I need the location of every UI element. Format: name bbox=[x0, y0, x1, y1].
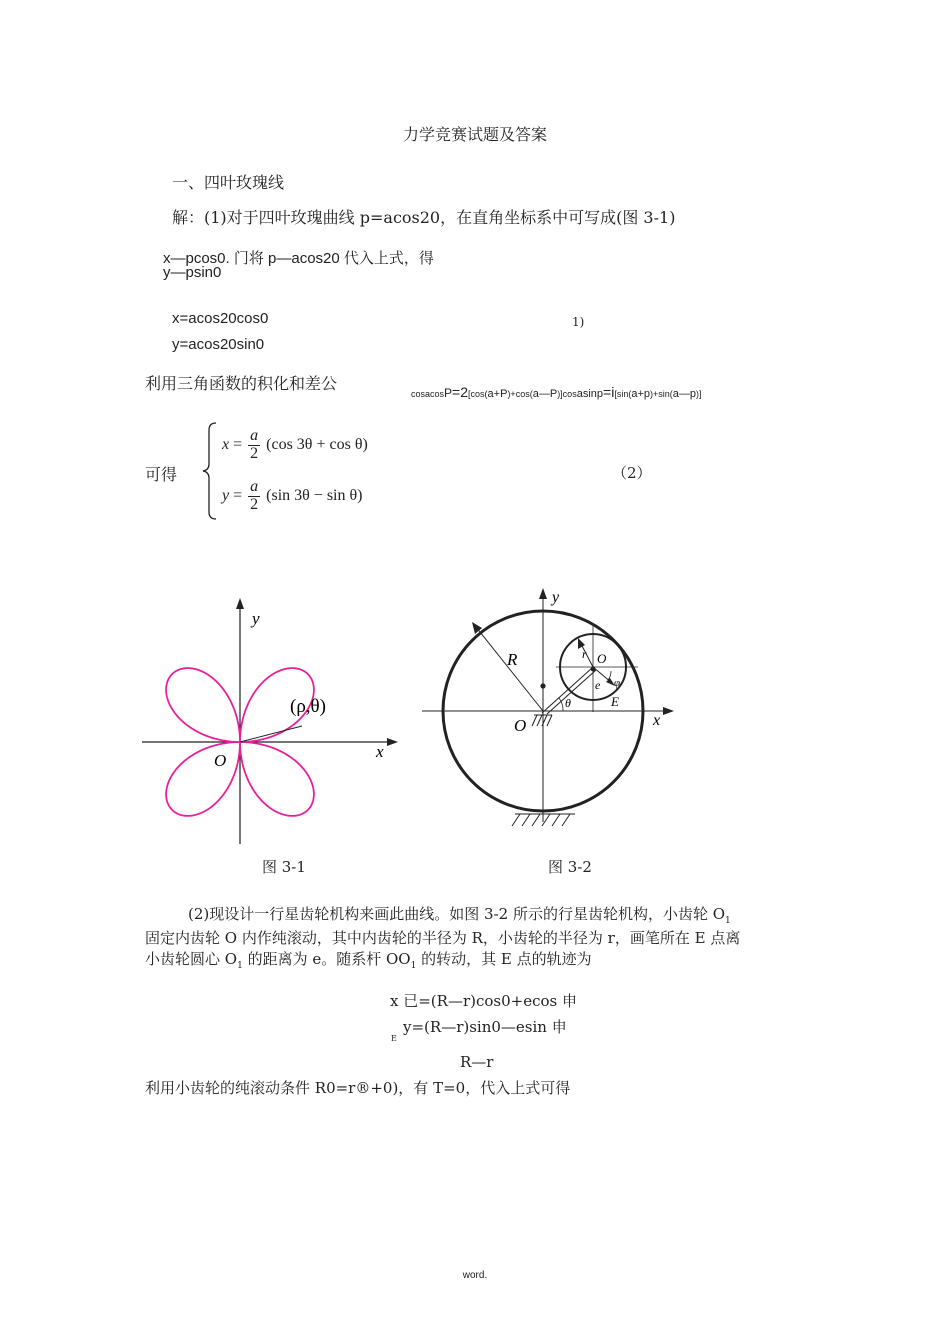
equation-3-x: x 已=(R—r)cos0+ecos 申 bbox=[390, 992, 577, 1010]
page-title: 力学竞赛试题及答案 bbox=[402, 125, 547, 144]
fig2-x-label: x bbox=[653, 712, 661, 729]
fig2-x-axis-arrow bbox=[663, 707, 674, 715]
solution-intro: 解：(1)对于四叶玫瑰曲线 p=acos20，在直角坐标系中可写成(图 3-1) bbox=[172, 208, 676, 227]
fig2-origin-label: O bbox=[514, 716, 527, 735]
equation-4: R—r bbox=[460, 1053, 494, 1071]
fig2-R-label: R bbox=[507, 650, 518, 669]
equation-1-label: 1) bbox=[572, 315, 585, 329]
equation-1-y: y=acos20sin0 bbox=[172, 336, 265, 353]
equation-2-y: y = $\frac{a}{2}$ (sin 3θ − sin θ) bbox=[222, 478, 363, 513]
section-heading: 一、四叶玫瑰线 bbox=[172, 173, 285, 192]
fig1-origin-label: O bbox=[214, 751, 227, 770]
last-line: 利用小齿轮的纯滚动条件 R0=r®+0)，有 T=0，代入上式可得 bbox=[145, 1079, 571, 1097]
figure-1-caption: 图 3-1 bbox=[262, 858, 306, 876]
fig2-E-label: E bbox=[611, 694, 619, 709]
fig1-point-label: (ρ,θ) bbox=[290, 696, 326, 717]
equation-3-y: y=(R—r)sin0—esin 申 bbox=[403, 1018, 567, 1036]
fig2-y-axis-arrow bbox=[539, 588, 547, 599]
equation-2-brace bbox=[200, 420, 220, 522]
figure-rose-curve bbox=[140, 592, 410, 852]
fig1-x-label: x bbox=[376, 742, 384, 761]
fig2-r-label: r bbox=[582, 647, 587, 661]
fig2-O1-label: O bbox=[597, 651, 607, 666]
fig2-phi-label: φ bbox=[614, 677, 621, 689]
y-axis-arrow bbox=[236, 598, 244, 609]
paragraph-2-line-1: (2)现设计一行星齿轮机构来画此曲线。如图 3-2 所示的行星齿轮机构，小齿轮 $O_1$ bbox=[188, 905, 731, 926]
equation-1-x: x=acos20cos0 bbox=[172, 310, 269, 327]
figure-planetary-gear bbox=[420, 582, 680, 832]
paragraph-2-line-3: 小齿轮圆心 $O_1$ 的距离为 e。随系杆 $OO_1$ 的转动，其 E 点的轨迹为 bbox=[145, 950, 592, 971]
page-footer: word. bbox=[462, 1270, 488, 1281]
trig-intro-line: 利用三角函数的积化和差公 bbox=[145, 374, 338, 393]
trig-formula: cosacosP=2[cos(a+P)+cos(a—P)]cosasinp=i[sin(a+p)+sin(a—p)] bbox=[411, 384, 702, 400]
fig2-y-label: y bbox=[552, 589, 560, 606]
equation-2-x: x = $\frac{a}{2}$ (cos 3θ + cos θ) bbox=[222, 427, 368, 462]
x-axis-arrow bbox=[387, 738, 398, 746]
paragraph-2-line-2: 固定内齿轮 O 内作纯滚动，其中内齿轮的半径为 R，小齿轮的半径为 r，画笔所在 E 点离 bbox=[145, 929, 741, 947]
equation-2-label: （2） bbox=[612, 464, 652, 482]
figure-2-caption: 图 3-2 bbox=[548, 858, 592, 876]
fig1-y-label: y bbox=[252, 609, 260, 628]
polar-line-1: x—pcos0. 门将 p—acos20 代入上式，得 bbox=[163, 250, 434, 267]
polar-line-2: y—psin0 bbox=[163, 264, 222, 281]
kede-label: 可得 bbox=[145, 465, 178, 484]
fig2-theta-label: θ bbox=[565, 696, 571, 710]
fig2-e-label: e bbox=[595, 678, 601, 692]
equation-3-subscript: E bbox=[391, 1034, 397, 1043]
